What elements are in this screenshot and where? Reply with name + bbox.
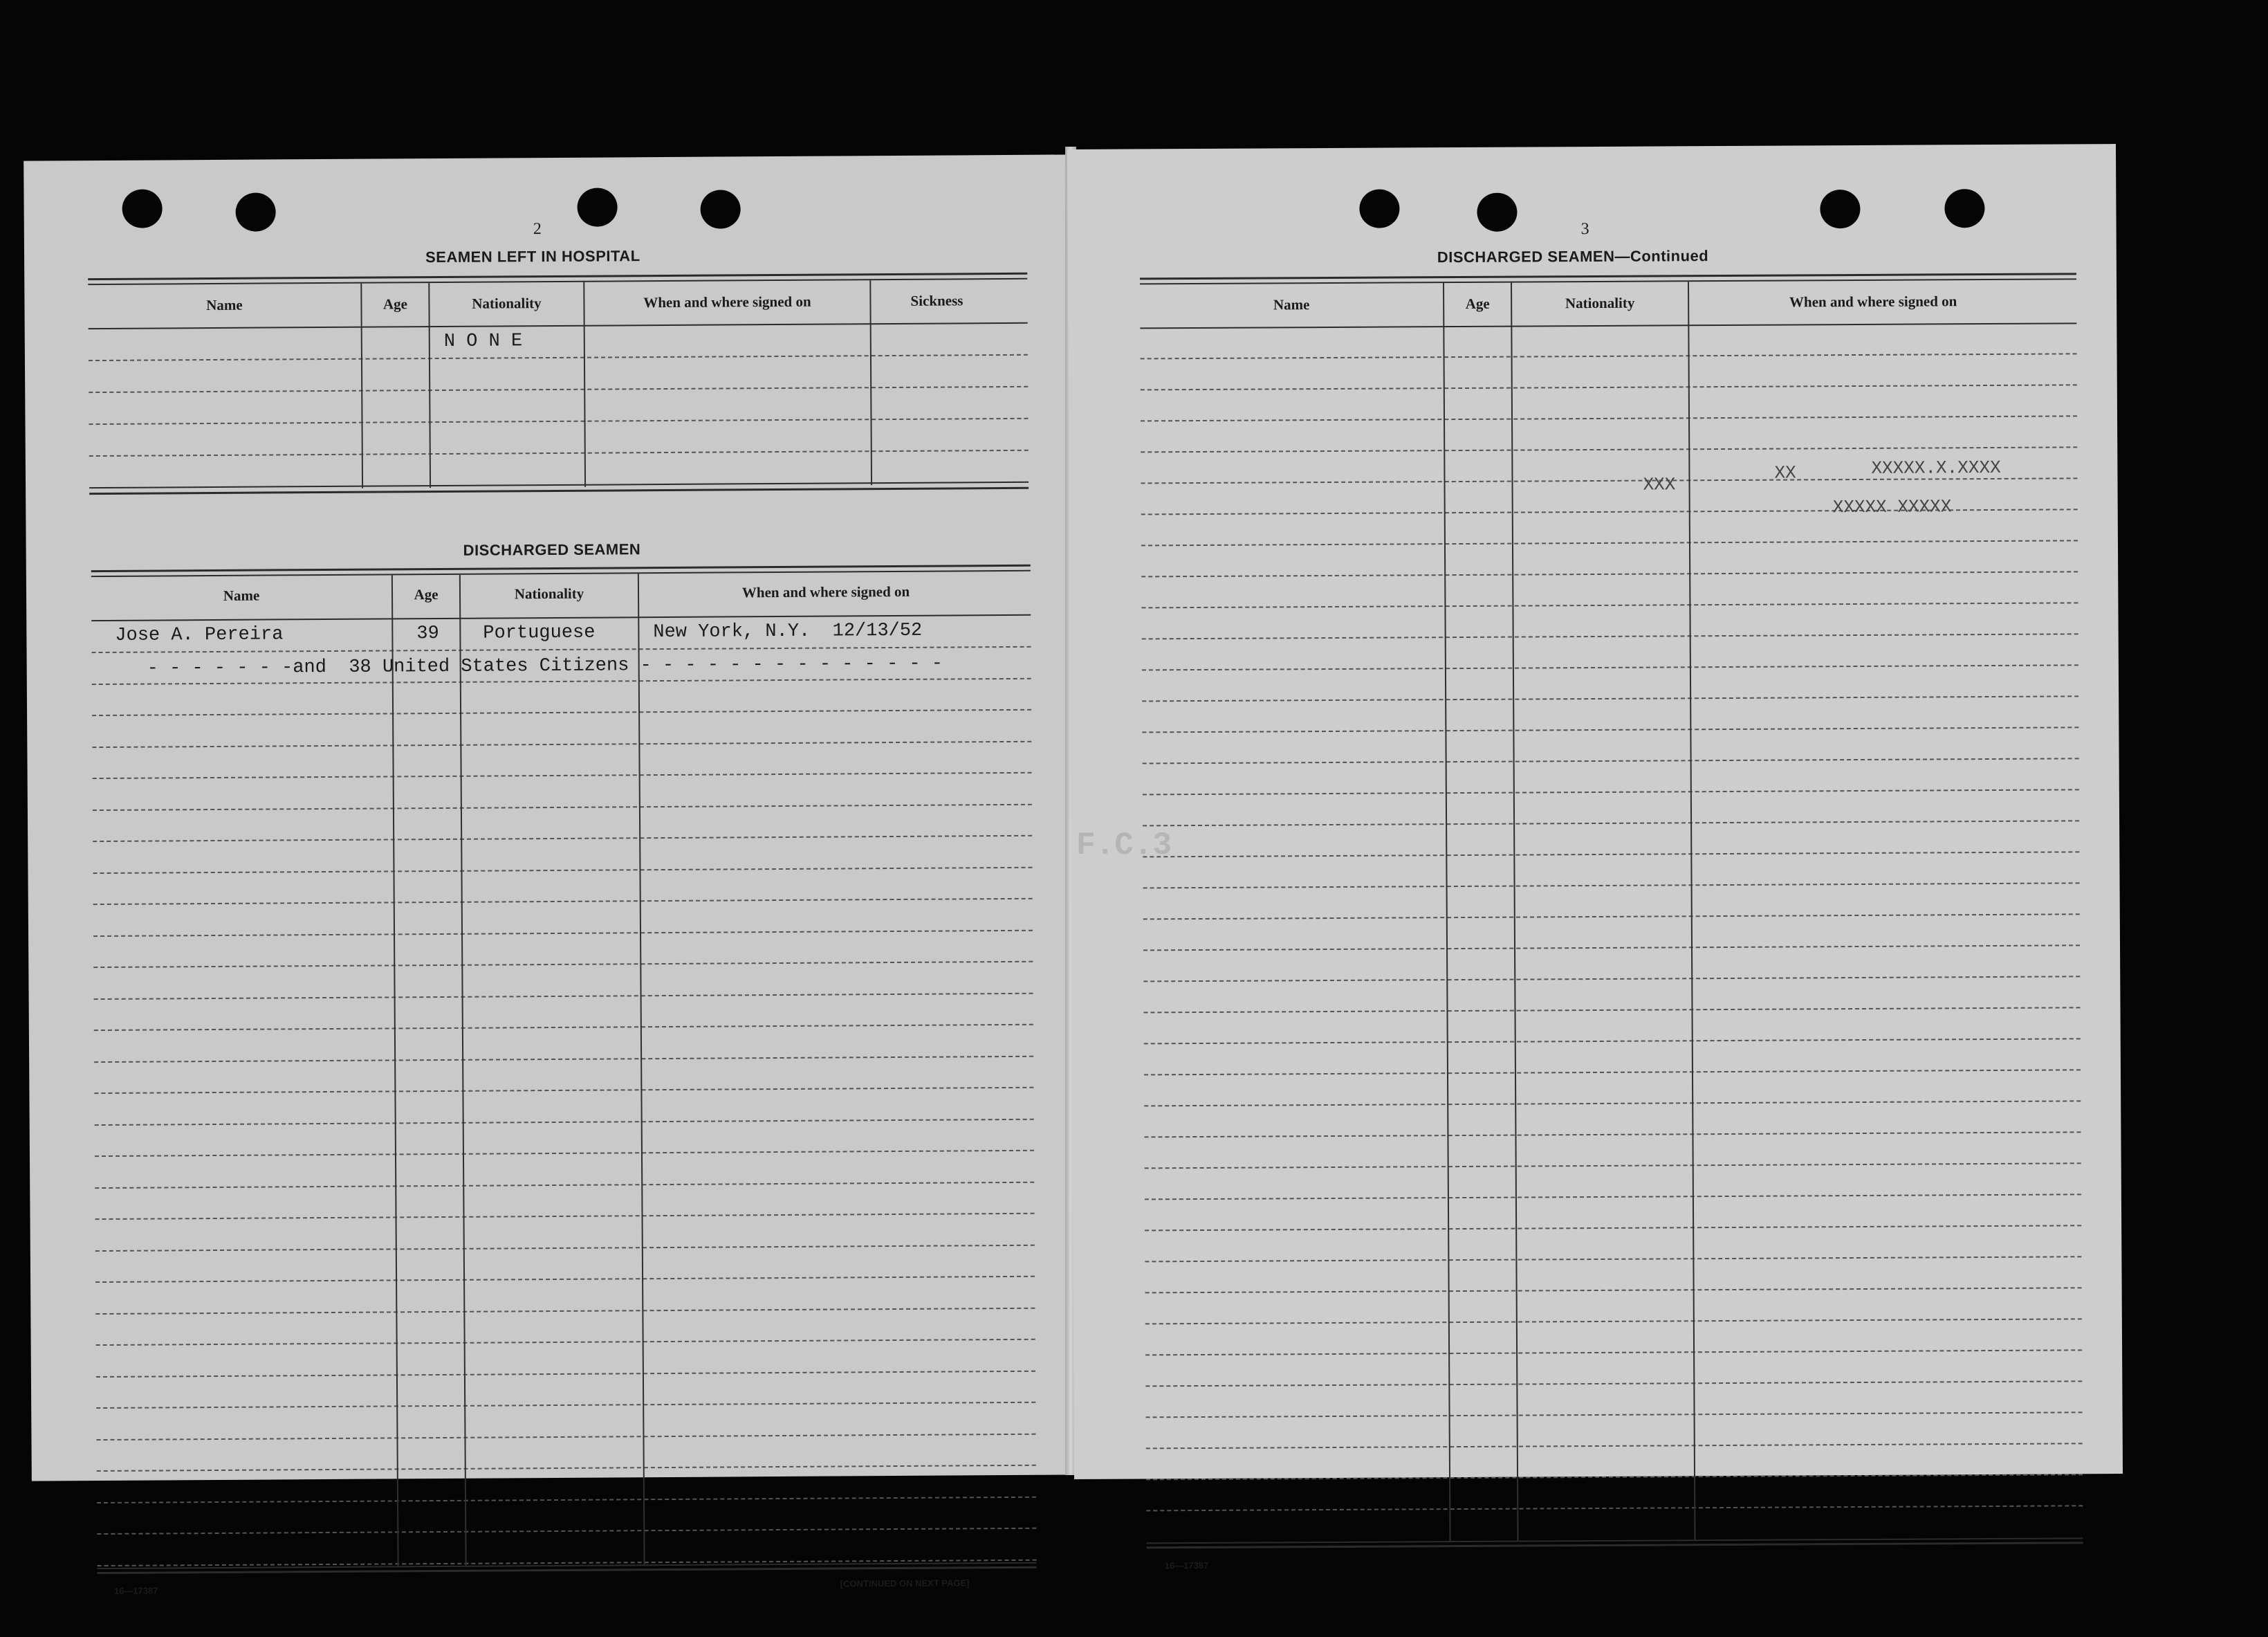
col-header-nationality: Nationality: [472, 295, 542, 312]
col-header-name: Name: [1273, 296, 1310, 313]
col-header-age: Age: [1465, 295, 1490, 312]
seaman-signed-on: New York, N.Y. 12/13/52: [653, 620, 923, 643]
table-rule: [97, 1528, 1036, 1535]
table-rule: [1146, 1411, 2083, 1418]
table-rule: [1144, 1007, 2081, 1013]
table-rule: [1143, 944, 2080, 951]
table-rule: [1143, 882, 2080, 888]
punch-hole: [235, 192, 275, 231]
col-header-name: Name: [206, 296, 243, 314]
right-page: [1067, 144, 2123, 1571]
discharged-table-lines: [1067, 144, 2116, 149]
table-rule: [1141, 353, 2077, 359]
table-rule: [1143, 820, 2079, 826]
table-rule: [1143, 913, 2080, 920]
punch-hole: [1820, 190, 1860, 228]
page-number: 2: [533, 220, 542, 239]
table-rule: [95, 1213, 1035, 1220]
punch-hole: [577, 188, 617, 226]
col-header-nationality: Nationality: [1565, 294, 1635, 312]
table-rule: [96, 1339, 1035, 1346]
table-rule: [96, 1402, 1035, 1409]
table-rule: [94, 1024, 1033, 1031]
bleed-through-stamp: F.C.3: [1076, 827, 1172, 863]
strike-marks: XX: [1774, 462, 1796, 484]
form-number: 16—17387: [113, 1585, 158, 1596]
table-rule: [93, 772, 1032, 779]
punch-hole: [700, 190, 740, 228]
table-rule: [95, 1244, 1035, 1251]
continued-note: [CONTINUED ON NEXT PAGE]: [840, 1577, 970, 1589]
table-rule: [1141, 571, 2078, 577]
hospital-section-title: SEAMEN LEFT IN HOSPITAL: [425, 247, 640, 266]
strike-marks: XXX: [1643, 474, 1676, 495]
punch-hole: [122, 189, 162, 228]
table-rule: [93, 898, 1033, 905]
table-rule: [1146, 1474, 2083, 1480]
table-rule: [1145, 1349, 2082, 1355]
page-number: 3: [1580, 220, 1589, 239]
table-rule: [95, 1181, 1034, 1188]
table-rule: [1142, 664, 2078, 670]
table-rule: [94, 1055, 1033, 1062]
table-rule: [1141, 446, 2077, 452]
table-rule: [96, 1433, 1035, 1440]
table-rule: [1143, 851, 2079, 857]
table-rule: [1141, 384, 2077, 390]
table-rule: [95, 1307, 1035, 1314]
col-header-age: Age: [414, 586, 439, 603]
table-rule: [1145, 1256, 2081, 1262]
col-header-sickness: Sickness: [910, 292, 964, 309]
col-header-nationality: Nationality: [514, 585, 584, 603]
col-header-name: Name: [223, 587, 260, 604]
discharged-table-lines: [24, 154, 1076, 161]
table-rule: [1145, 1225, 2081, 1231]
table-rule: [95, 1150, 1034, 1157]
table-rule: [96, 1370, 1035, 1377]
punch-hole: [1477, 193, 1517, 232]
table-rule: [97, 1496, 1036, 1503]
discharged-continued-title: DISCHARGED SEAMEN—Continued: [1437, 247, 1709, 266]
table-rule: [1143, 789, 2079, 795]
seaman-name: Jose A. Pereira: [115, 624, 284, 646]
table-rule: [1141, 477, 2078, 484]
punch-hole: [1944, 189, 1984, 228]
table-rule: [93, 803, 1032, 810]
table-rule: [1144, 1100, 2081, 1106]
table-rule: [1146, 1505, 2083, 1511]
table-rule: [95, 1118, 1034, 1125]
table-rule: [1145, 1194, 2081, 1200]
table-rule: [94, 1087, 1033, 1094]
strike-marks: XXXXX.X.XXXX: [1871, 457, 2001, 479]
table-rule: [1141, 540, 2078, 546]
table-rule: [1146, 1443, 2083, 1449]
hospital-entry: N O N E: [443, 331, 523, 352]
punch-hole: [1359, 189, 1399, 228]
table-rule: [1145, 1318, 2082, 1324]
left-page: [24, 154, 1085, 1596]
col-header-age: Age: [382, 295, 408, 313]
table-rule: [1142, 726, 2078, 733]
form-number: 16—17387: [1164, 1560, 1209, 1571]
col-header-signed-on: When and where signed on: [643, 293, 811, 311]
discharged-section-title: DISCHARGED SEAMEN: [463, 540, 641, 559]
table-rule: [1143, 976, 2080, 982]
table-rule: [92, 646, 1031, 653]
table-rule: [1141, 415, 2077, 421]
seaman-nationality: Portuguese: [483, 622, 596, 644]
table-rule: [1145, 1287, 2082, 1293]
table-rule: [92, 740, 1031, 747]
table-rule: [95, 1276, 1035, 1283]
table-rule: [1145, 1162, 2081, 1169]
table-rule: [93, 866, 1032, 873]
table-rule: [1142, 695, 2078, 702]
table-rule: [1145, 1380, 2082, 1387]
table-rule: [1144, 1131, 2081, 1137]
table-rule: [1144, 1038, 2081, 1044]
table-rule: [93, 929, 1033, 936]
table-rule: [1143, 758, 2079, 764]
table-rule: [1142, 633, 2078, 639]
table-rule: [92, 709, 1031, 716]
col-header-signed-on: When and where signed on: [741, 583, 910, 601]
table-rule: [93, 961, 1033, 968]
seaman-age: 39: [416, 623, 439, 645]
strike-marks: XXXXX XXXXX: [1832, 496, 1952, 518]
table-rule: [1141, 602, 2078, 608]
table-rule: [97, 1465, 1036, 1472]
table-rule: [1144, 1069, 2081, 1075]
table-rule: [93, 835, 1032, 842]
table-rule: [94, 992, 1033, 999]
col-header-signed-on: When and where signed on: [1789, 293, 1957, 311]
citizens-note: - - - - - - -and 38 United States Citizens - - - - - - - - - - - - - -: [147, 653, 943, 679]
